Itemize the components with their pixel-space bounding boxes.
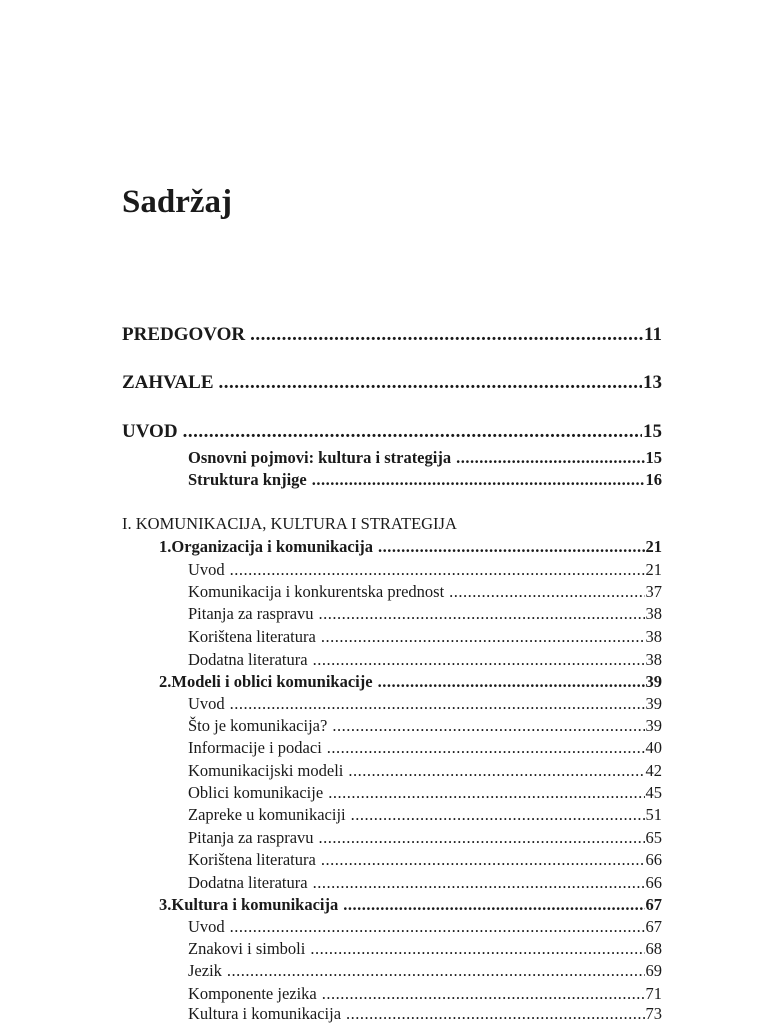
dot-leader [346, 1004, 644, 1024]
toc-entry-label: Osnovni pojmovi: kultura i strategija [188, 448, 452, 467]
chapter-number: 1. [159, 537, 172, 556]
toc-item [188, 582, 662, 602]
toc-item [188, 805, 662, 825]
toc-entry-page: 39 [645, 716, 662, 735]
toc-item [188, 694, 662, 714]
toc-entry-page: 37 [645, 582, 662, 601]
page-title: Sadržaj [122, 184, 232, 220]
toc-subentry [188, 470, 662, 490]
dot-leader [227, 961, 645, 981]
toc-entry-page: 15 [643, 421, 662, 442]
toc-entry-page: 67 [645, 917, 662, 936]
toc-entry-page: 39 [645, 672, 662, 691]
toc-item [188, 984, 662, 1004]
dot-leader [351, 805, 645, 825]
toc-entry-label: Pitanja za raspravu [188, 604, 314, 623]
toc-entry-predgovor [122, 324, 662, 346]
toc-entry-page: 21 [645, 560, 662, 579]
toc-entry-label: Zapreke u komunikaciji [188, 805, 346, 824]
dot-leader [230, 917, 645, 937]
toc-entry-label: Uvod [188, 694, 225, 713]
toc-entry-label: Znakovi i simboli [188, 939, 306, 958]
dot-leader [322, 984, 645, 1004]
toc-entry-page: 39 [645, 694, 662, 713]
dot-leader [456, 448, 644, 468]
toc-entry-label: Dodatna literatura [188, 873, 308, 892]
dot-leader [183, 421, 642, 443]
toc-entry-page: 69 [645, 961, 662, 980]
toc-entry-page: 66 [645, 873, 662, 892]
toc-entry-page: 71 [645, 984, 662, 1003]
dot-leader [449, 582, 644, 602]
toc-entry-label: Komunikacija i konkurentska prednost [188, 582, 445, 601]
toc-entry-label: Uvod [188, 917, 225, 936]
toc-entry-page: 21 [645, 537, 662, 556]
toc-chapter [159, 537, 662, 557]
toc-entry-page: 40 [645, 738, 662, 757]
dot-leader [313, 873, 645, 893]
toc-entry-label: Kultura i komunikacija [188, 1004, 342, 1023]
toc-entry-label: Što je komunikacija? [188, 716, 328, 735]
toc-item [188, 939, 662, 959]
toc-entry-page: 66 [645, 850, 662, 869]
chapter-number: 2. [159, 672, 172, 691]
toc-entry-page: 38 [645, 604, 662, 623]
toc-entry-page: 16 [645, 470, 662, 489]
toc-entry-page: 65 [645, 828, 662, 847]
toc-entry-label: Komunikacijski modeli [188, 761, 344, 780]
toc-entry-label: Oblici komunikacije [188, 783, 324, 802]
dot-leader [343, 895, 644, 915]
toc-item [188, 961, 662, 981]
dot-leader [321, 627, 645, 647]
dot-leader [321, 850, 645, 870]
dot-leader [312, 470, 645, 490]
toc-entry-page: 68 [645, 939, 662, 958]
toc-entry-page: 42 [645, 761, 662, 780]
dot-leader [328, 783, 644, 803]
dot-leader [250, 324, 643, 346]
toc-entry-page: 11 [644, 324, 662, 345]
dot-leader [219, 372, 642, 394]
chapter-number: 3. [159, 895, 172, 914]
toc-entry-label: Dodatna literatura [188, 650, 308, 669]
dot-leader [332, 716, 644, 736]
toc-entry-page: 73 [645, 1004, 662, 1023]
dot-leader [230, 694, 645, 714]
toc-entry-label: PREDGOVOR [122, 324, 246, 345]
toc-entry-label: Korištena literatura [188, 627, 316, 646]
toc-item [188, 1004, 662, 1024]
toc-chapter [159, 672, 662, 692]
dot-leader [378, 672, 645, 692]
dot-leader [313, 650, 645, 670]
toc-entry-label: Komponente jezika [188, 984, 317, 1003]
dot-leader [319, 828, 645, 848]
toc-item [188, 873, 662, 893]
toc-entry-zahvale [122, 372, 662, 394]
toc-entry-label: Informacije i podaci [188, 738, 322, 757]
toc-item [188, 738, 662, 758]
toc-entry-label: Jezik [188, 961, 222, 980]
toc-item [188, 650, 662, 670]
toc-entry-label: UVOD [122, 421, 178, 442]
toc-entry-label: Modeli i oblici komunikacije [171, 672, 373, 691]
dot-leader [348, 761, 644, 781]
toc-entry-label: Organizacija i komunikacija [171, 537, 374, 556]
toc-item [188, 783, 662, 803]
toc-entry-label: Pitanja za raspravu [188, 828, 314, 847]
toc-item [188, 917, 662, 937]
toc-item [188, 716, 662, 736]
toc-item [188, 604, 662, 624]
toc-entry-label: Korištena literatura [188, 850, 316, 869]
toc-item [188, 761, 662, 781]
toc-entry-uvod [122, 421, 662, 443]
toc-part-heading: I. KOMUNIKACIJA, KULTURA I STRATEGIJA [122, 514, 457, 533]
toc-entry-label: Uvod [188, 560, 225, 579]
toc-entry-page: 13 [643, 372, 662, 393]
dot-leader [319, 604, 645, 624]
toc-item [188, 627, 662, 647]
toc-subentry [188, 448, 662, 468]
toc-item [188, 850, 662, 870]
toc-entry-page: 67 [645, 895, 662, 914]
dot-leader [378, 537, 644, 557]
toc-entry-label: Kultura i komunikacija [171, 895, 339, 914]
toc-item [188, 828, 662, 848]
toc-entry-page: 45 [645, 783, 662, 802]
toc-entry-page: 15 [645, 448, 662, 467]
toc-chapter [159, 895, 662, 915]
dot-leader [230, 560, 645, 580]
toc-entry-page: 51 [645, 805, 662, 824]
toc-entry-page: 38 [645, 627, 662, 646]
toc-entry-label: Struktura knjige [188, 470, 307, 489]
toc-item [188, 560, 662, 580]
toc-entry-page: 38 [645, 650, 662, 669]
dot-leader [310, 939, 644, 959]
toc-entry-label: ZAHVALE [122, 372, 214, 393]
dot-leader [327, 738, 645, 758]
